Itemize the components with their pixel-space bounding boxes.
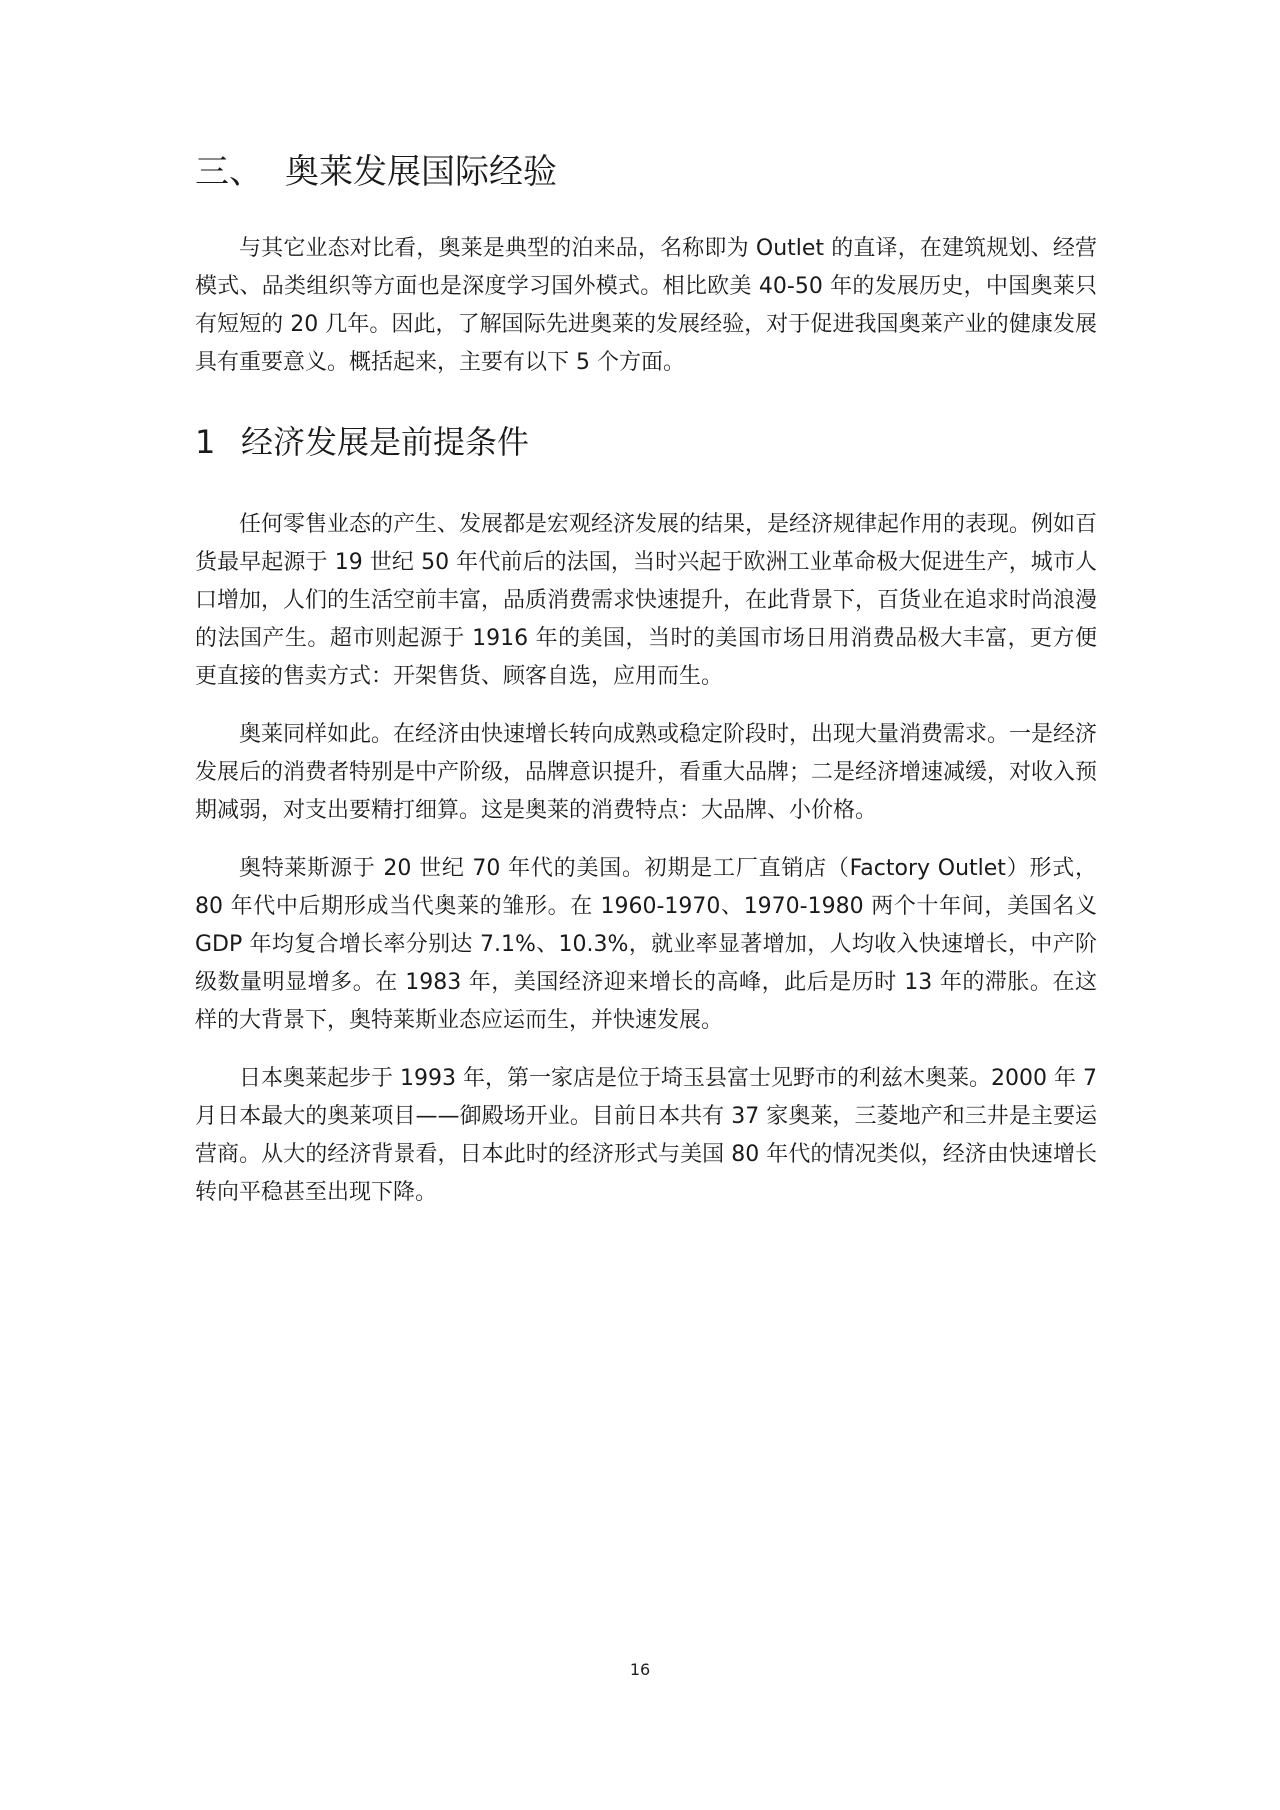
page-content: [195, 150, 1097, 1212]
body-paragraph-1: 任何零售业态的产生、发展都是宏观经济发展的结果，是经济规律起作用的表现。例如百货最早起源于 19 世纪 50 年代前后的法国，当时兴起于欧洲工业革命极大促进生产，城市人口增加，人们的生活空前丰富，品质消费需求快速提升，在此背景下，百货业在追求时尚浪漫的法国产生。超市则起源于 1916 年的美国，当时的美国市场日用消费品极大丰富，更方便更直接的售卖方式：开架售货、顾客自选，应用而生。: [195, 512, 1098, 689]
page-number: 16: [629, 1660, 651, 1679]
section-heading: [195, 150, 1097, 194]
section-title: 奥莱发展国际经验: [285, 152, 557, 192]
subsection-title: 经济发展是前提条件: [241, 423, 530, 461]
body-paragraph-3: 奥特莱斯源于 20 世纪 70 年代的美国。初期是工厂直销店（Factory Outlet）形式，80 年代中后期形成当代奥莱的雏形。在 1960-1970、1970-1980 两个十年间，美国名义 GDP 年均复合增长率分别达 7.1%、10.3%，就业率显著增加，人均收入快速增长，中产阶级数量明显增多。在 1983 年，美国经济迎来增长的高峰，此后是历时 13 年的滞胀。在这样的大背景下，奥特莱斯业态应运而生，并快速发展。: [195, 856, 1097, 1033]
subsection-number: 1: [195, 423, 216, 461]
body-paragraph-4: 日本奥莱起步于 1993 年，第一家店是位于埼玉县富士见野市的利兹木奥莱。2000 年 7 月日本最大的奥莱项目——御殿场开业。目前日本共有 37 家奥莱，三菱地产和三井是主要运营商。从大的经济背景看，日本此时的经济形式与美国 80 年代的情况类似，经济由快速增长转向平稳甚至出现下降。: [195, 1066, 1097, 1205]
section-number: 三、: [195, 152, 263, 192]
subsection-heading: [195, 420, 1097, 464]
intro-paragraph: 与其它业态对比看，奥莱是典型的泊来品，名称即为 Outlet 的直译，在建筑规划、经营模式、品类组织等方面也是深度学习国外模式。相比欧美 40-50 年的发展历史，中国奥莱只有短短的 20 几年。因此，了解国际先进奥莱的发展经验，对于促进我国奥莱产业的健康发展具有重要意义。概括起来，主要有以下 5 个方面。: [195, 236, 1097, 375]
body-paragraph-2: 奥莱同样如此。在经济由快速增长转向成熟或稳定阶段时，出现大量消费需求。一是经济发展后的消费者特别是中产阶级，品牌意识提升，看重大品牌；二是经济增速减缓，对收入预期减弱，对支出要精打细算。这是奥莱的消费特点：大品牌、小价格。: [195, 722, 1098, 823]
